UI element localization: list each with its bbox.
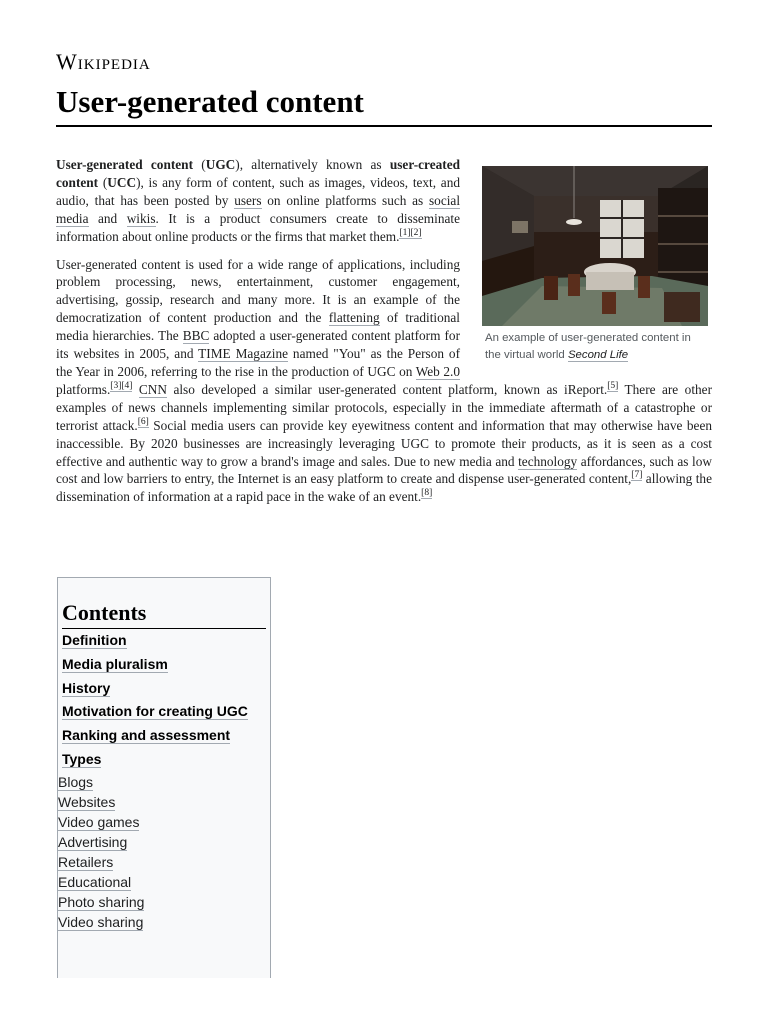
citation-5[interactable]: [5] (607, 380, 619, 391)
toc-title: Contents (62, 600, 266, 629)
toc-subitem (58, 892, 270, 912)
toc-subitem (58, 832, 270, 852)
toc-item-media-pluralism (62, 653, 270, 677)
bbc-link[interactable]: BBC (182, 328, 210, 344)
toc-link-photo-sharing[interactable]: Photo sharing (58, 893, 145, 910)
toc-link-blogs[interactable]: Blogs (58, 773, 94, 790)
toc-link-websites[interactable]: Websites (58, 793, 116, 810)
citation-7[interactable]: [7] (631, 470, 643, 481)
toc-item-motivation (62, 700, 270, 724)
figure-caption: An example of user-generated content in the virtual world Second Life (485, 332, 691, 361)
toc-link-history[interactable]: History (62, 679, 111, 696)
toc-link-ranking[interactable]: Ranking and assessment (62, 727, 231, 744)
toc-link-media-pluralism[interactable]: Media pluralism (62, 655, 168, 672)
toc-subitem (58, 852, 270, 872)
lead-paragraph: User-generated content (UGC), alternatively known as user-created content (UCC), is any form of content, such as images, videos, text, and audio, that has been posted by users on online platforms such as social media and wikis. It is a product consumers create to disseminate information about online products or the firms that market them.[1][2] (56, 157, 461, 244)
toc-list (58, 629, 270, 772)
toc-link-definition[interactable]: Definition (62, 632, 127, 648)
toc-link-types[interactable]: Types (62, 750, 102, 767)
citation-1[interactable]: [1] (399, 227, 411, 238)
toc-types-sublist (58, 772, 270, 932)
table-of-contents (57, 577, 271, 978)
toc-subitem (58, 872, 270, 892)
citation-3[interactable]: [3] (110, 380, 122, 391)
citation-4[interactable]: [4] (121, 380, 133, 391)
citation-6[interactable]: [6] (137, 416, 149, 427)
toc-item-ranking (62, 724, 270, 748)
toc-link-educational[interactable]: Educational (58, 873, 132, 890)
toc-subitem (58, 772, 270, 792)
figure-thumbnail (482, 166, 708, 364)
page-title: User-generated content (56, 84, 364, 119)
toc-link-advertising[interactable]: Advertising (58, 833, 128, 850)
toc-link-motivation[interactable]: Motivation for creating UGC (62, 703, 248, 720)
article-body (56, 156, 712, 516)
citation-2[interactable]: [2] (410, 227, 422, 238)
web-2-link[interactable]: Web 2.0 (415, 363, 460, 379)
second-life-link[interactable]: Second Life (567, 349, 629, 361)
toc-item-history (62, 677, 270, 701)
toc-subitem (58, 912, 270, 932)
wikipedia-logo[interactable]: Wikipedia (56, 49, 151, 74)
toc-link-video-games[interactable]: Video games (58, 813, 140, 830)
wikis-link[interactable]: wikis (126, 210, 156, 226)
second-life-room-image[interactable] (482, 166, 708, 326)
toc-item-definition (62, 629, 270, 653)
cnn-link[interactable]: CNN (138, 381, 167, 397)
citation-8[interactable]: [8] (421, 488, 433, 499)
technology-link[interactable]: technology (518, 453, 578, 469)
toc-link-video-sharing[interactable]: Video sharing (58, 913, 144, 930)
users-link[interactable]: users (234, 192, 262, 208)
toc-link-retailers[interactable]: Retailers (58, 853, 114, 870)
time-magazine-link[interactable]: TIME Magazine (198, 346, 289, 362)
flattening-link[interactable]: flattening (328, 310, 380, 326)
second-paragraph: User-generated content is used for a wide range of applications, including problem processing, news, entertainment, customer engagement, advertising, gossip, research and many more. It is an example of the democratization of content production and the flattening of traditional media hierarchies. The BBC adopted a user-generated content platform for its websites in 2005, and TIME Magazine named "You" as the Person of the Year in 2006, referring to the rise in the production of UGC on Web 2.0 platforms.[3][4] CNN also developed a similar user-generated content platform, known as iReport.[5] There are other examples of news channels implementing similar protocols, especially in the immediate aftermath of a catastrophe or terrorist attack.[6] Social media users can provide key eyewitness content and information that may otherwise have been inaccessible. By 2020 businesses are increasingly leveraging UGC to promote their products, as it is seen as a cost effective and authentic way to grow a brand's image and sales. Due to new media and technology affordances, such as low cost and low barriers to entry, the Internet is an easy platform to create and dispense user-generated content,[7] allowing the dissemination of information at a rapid pace in the wake of an event.[8] (56, 256, 713, 505)
toc-subitem (58, 792, 270, 812)
toc-subitem (58, 812, 270, 832)
toc-item-types (62, 748, 270, 772)
social-media-link[interactable]: social media (56, 192, 461, 226)
title-divider (56, 125, 712, 127)
